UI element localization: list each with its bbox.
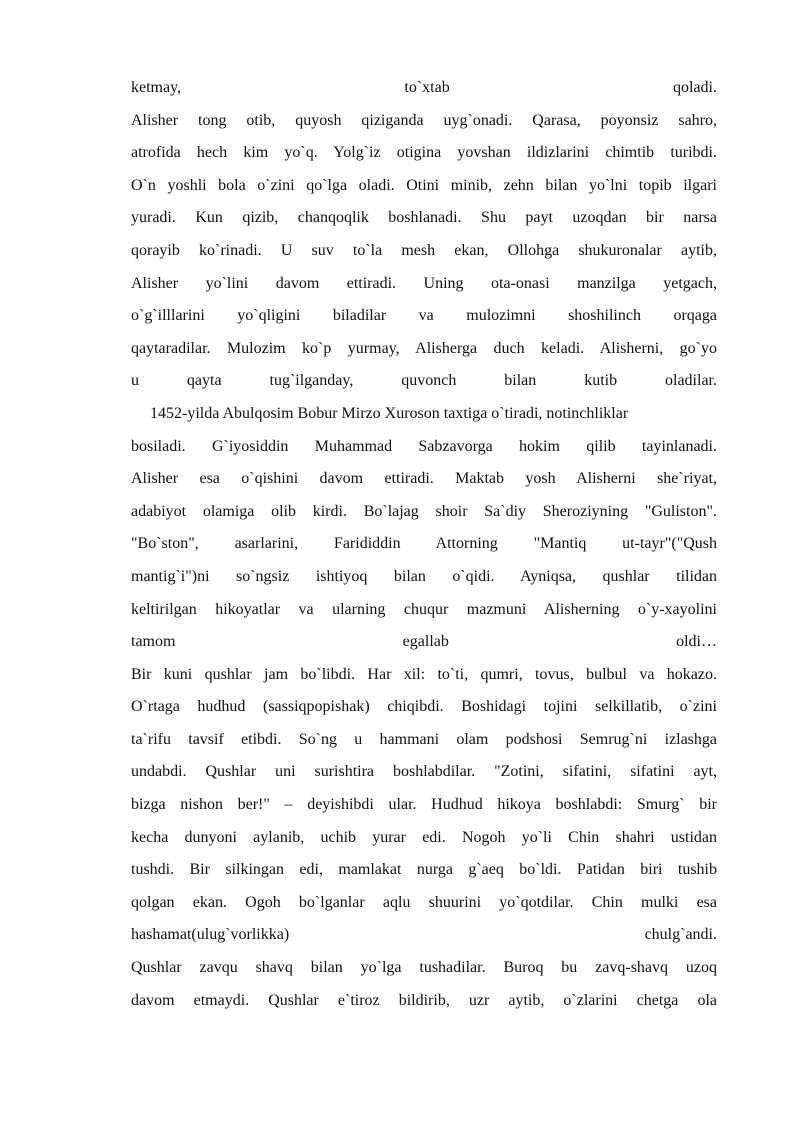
text-line: mantig`i")ni so`ngsiz ishtiyoq bilan o`qidi. Ayniqsa, qushlar tilidan <box>131 567 717 585</box>
text-line: hashamat(ulug`vorlikka) chulg`andi. <box>131 926 717 944</box>
text-line: davom etmaydi. Qushlar e`tiroz bildirib, uzr aytib, o`zlarini chetga ola <box>131 991 717 1009</box>
text-line: kecha dunyoni aylanib, uchib yurar edi. Nogoh yo`li Chin shahri ustidan <box>131 828 717 846</box>
text-line: qaytaradilar. Mulozim ko`p yurmay, Alisherga duch keladi. Alisherni, go`yo <box>131 339 717 357</box>
text-line: Alisher tong otib, quyosh qiziganda uyg`onadi. Qarasa, poyonsiz sahro, <box>131 111 717 129</box>
text-line: yuradi. Kun qizib, chanqoqlik boshlanadi. Shu payt uzoqdan bir narsa <box>131 209 717 227</box>
text-line: Alisher yo`lini davom ettiradi. Uning ota-onasi manzilga yetgach, <box>131 274 717 292</box>
text-line: tamom egallab oldi… <box>131 633 717 651</box>
text-line: Qushlar zavqu shavq bilan yo`lga tushadilar. Buroq bu zavq-shavq uzoq <box>131 959 717 977</box>
text-line: adabiyot olamiga olib kirdi. Bo`lajag shoir Sa`diy Sheroziyning "Guliston". <box>131 502 717 520</box>
text-line: bosiladi. G`iyosiddin Muhammad Sabzavorga hokim qilib tayinlanadi. <box>131 437 717 455</box>
paragraph-start-line: 1452-yilda Abulqosim Bobur Mirzo Xuroson taxtiga o`tiradi, notinchliklar <box>150 404 629 422</box>
text-line: O`rtaga hudhud (sassiqpopishak) chiqibdi. Boshidagi tojini selkillatib, o`zini <box>131 698 717 716</box>
text-line: O`n yoshli bola o`zini qo`lga oladi. Otini minib, zehn bilan yo`lni topib ilgari <box>131 176 717 194</box>
text-line: undabdi. Qushlar uni surishtira boshlabdilar. "Zotini, sifatini, sifatini ayt, <box>131 763 717 781</box>
text-line: atrofida hech kim yo`q. Yolg`iz otigina yovshan ildizlarini chimtib turibdi. <box>131 144 717 162</box>
text-line: qolgan ekan. Ogoh bo`lganlar aqlu shuurini yo`qotdilar. Chin mulki esa <box>131 893 717 911</box>
text-line: qorayib ko`rinadi. U suv to`la mesh ekan, Ollohga shukuronalar aytib, <box>131 241 717 259</box>
text-line: o`g`illlarini yo`qligini biladilar va mulozimni shoshilinch orqaga <box>131 307 717 325</box>
text-line: ta`rifu tavsif etibdi. So`ng u hammani olam podshosi Semrug`ni izlashga <box>131 730 717 748</box>
text-line: Bir kuni qushlar jam bo`libdi. Har xil: to`ti, qumri, tovus, bulbul va hokazo. <box>131 665 717 683</box>
text-line: u qayta tug`ilganday, quvonch bilan kutib oladilar. <box>131 372 717 390</box>
text-line: keltirilgan hikoyatlar va ularning chuqur mazmuni Alisherning o`y-xayolini <box>131 600 717 618</box>
text-line: bizga nishon ber!" – deyishibdi ular. Hudhud hikoya boshlabdi: Smurg` bir <box>131 796 717 814</box>
text-line: ketmay, to`xtab qoladi. <box>131 79 717 96</box>
document-page <box>131 72 717 1017</box>
text-line: Alisher esa o`qishini davom ettiradi. Maktab yosh Alisherni she`riyat, <box>131 470 717 488</box>
text-line: tushdi. Bir silkingan edi, mamlakat nurga g`aeq bo`ldi. Patidan biri tushib <box>131 861 717 879</box>
text-line: "Bo`ston", asarlarini, Farididdin Attorning "Mantiq ut-tayr"("Qush <box>131 535 717 553</box>
